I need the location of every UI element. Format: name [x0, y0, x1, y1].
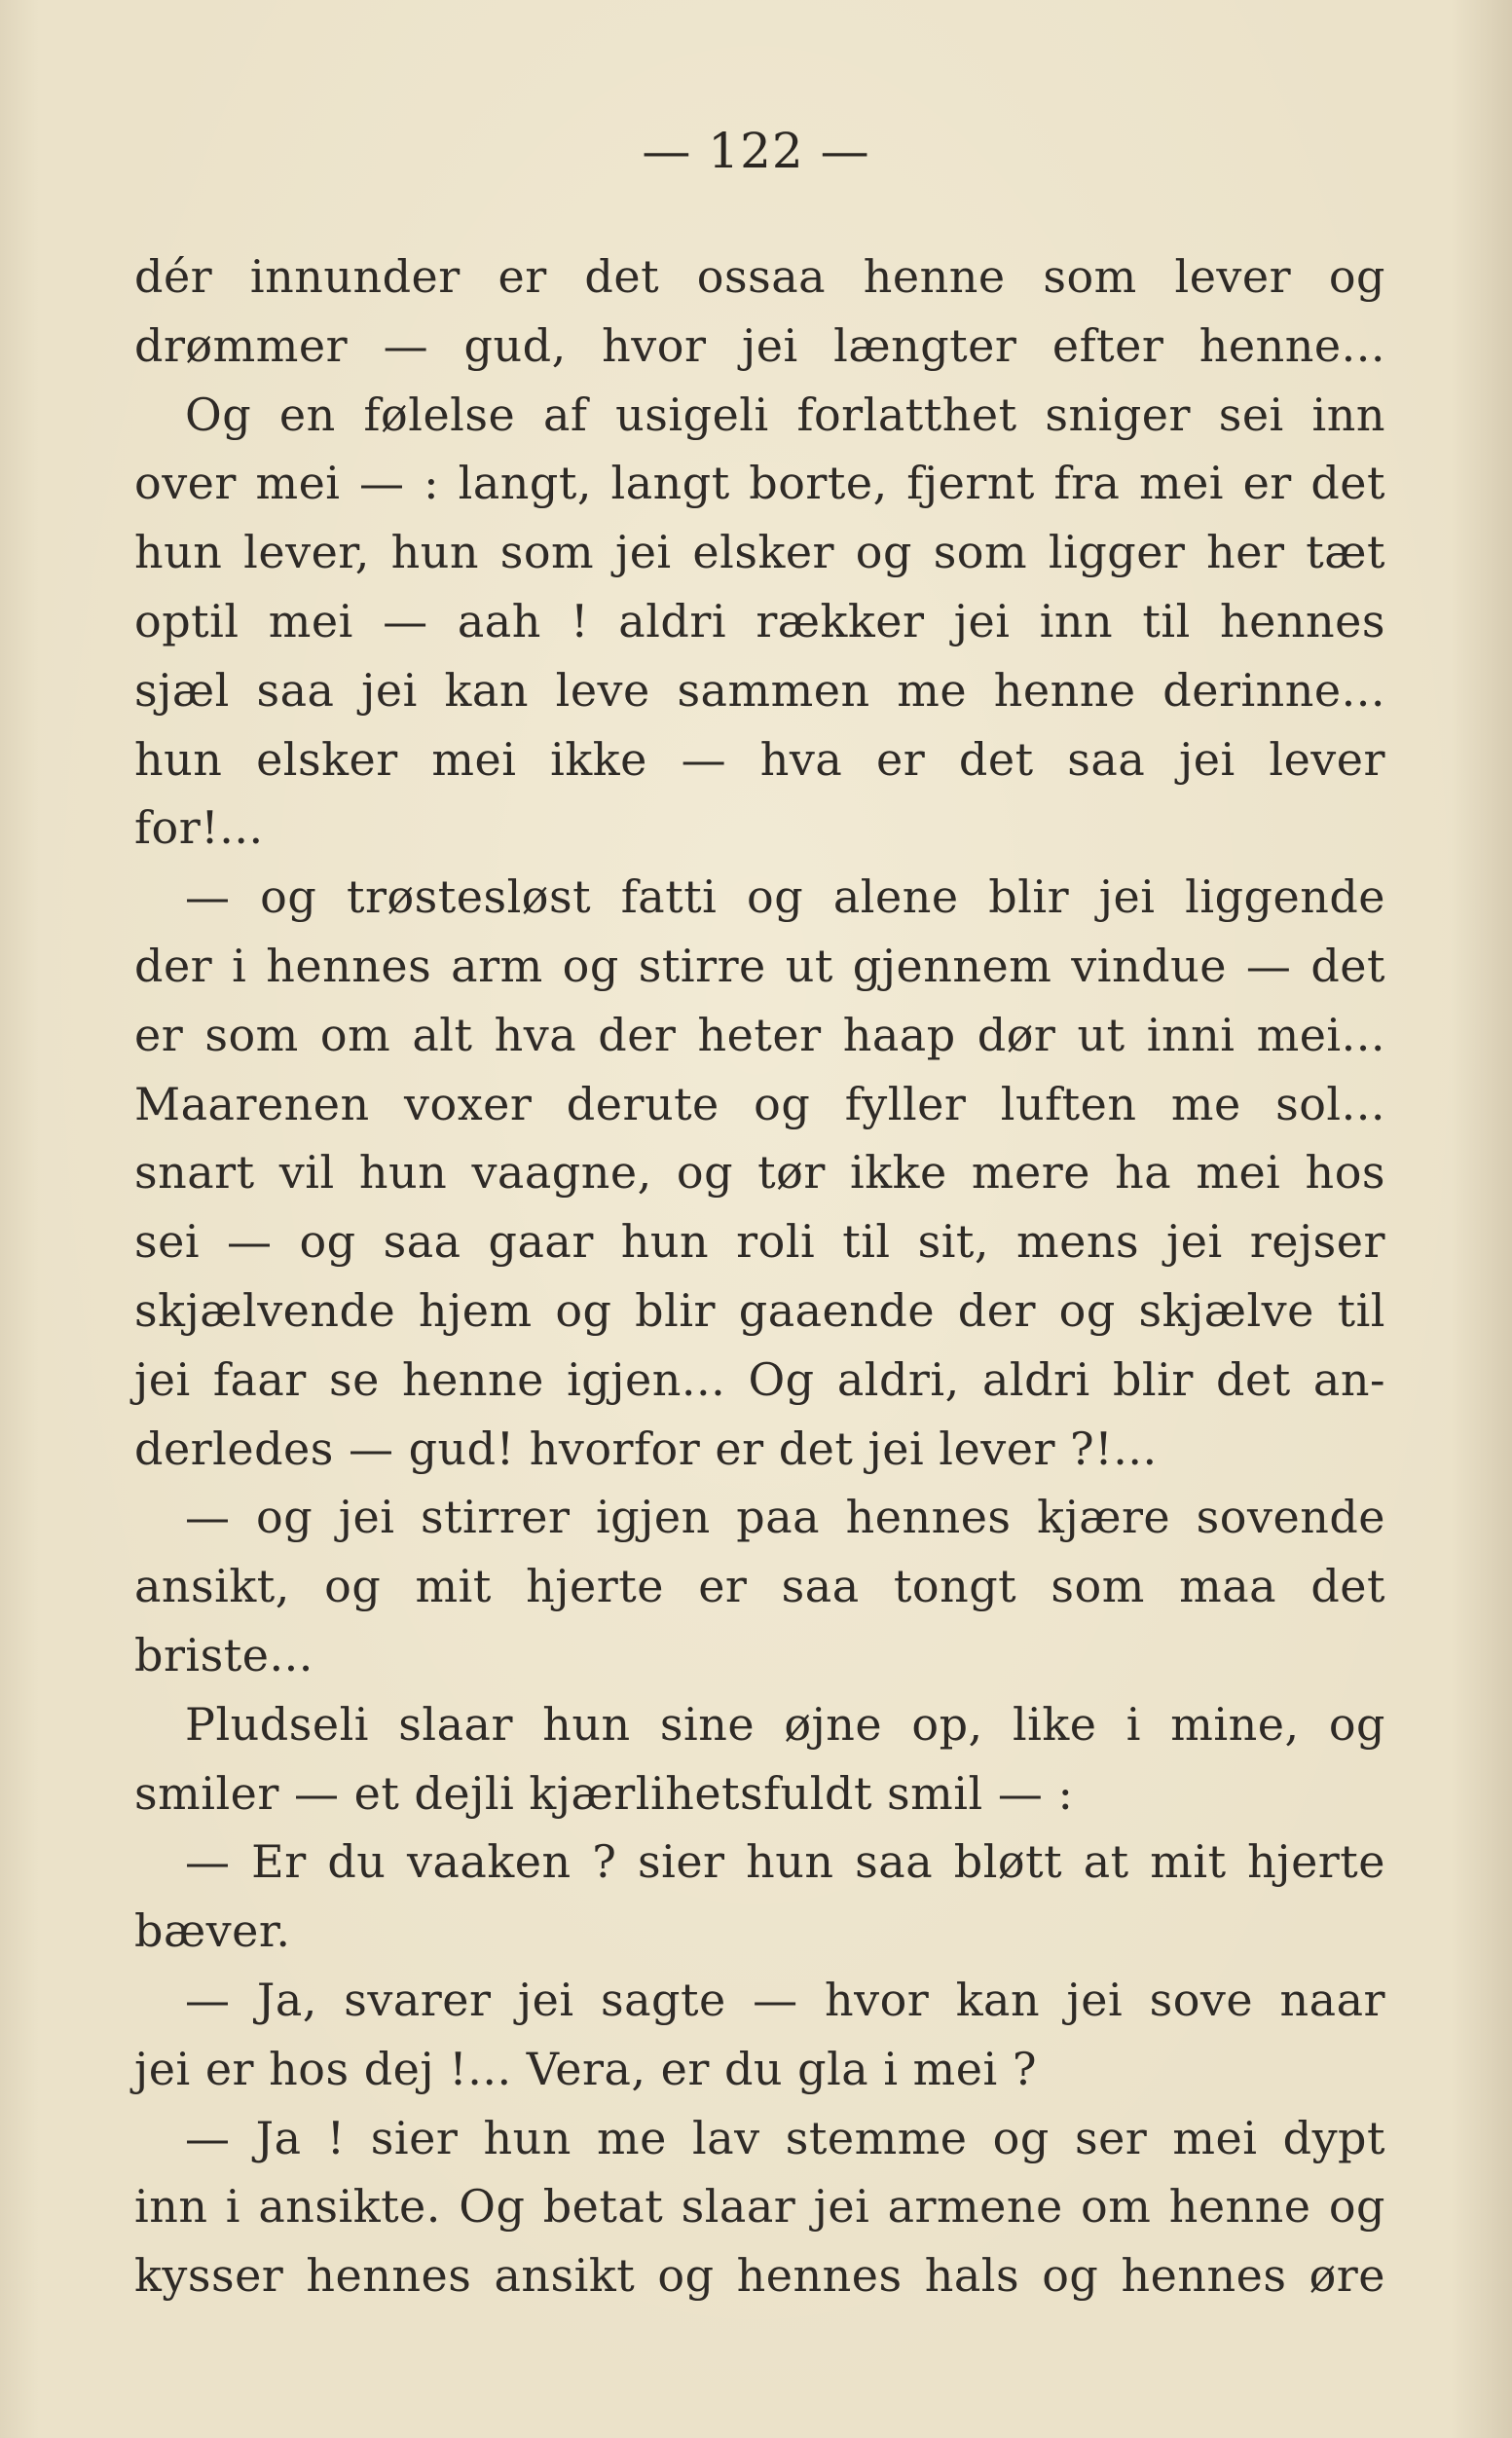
text-line: for!... — [134, 801, 264, 855]
page-number: — 122 — — [642, 123, 870, 179]
text-line: optil mei — aah ! aldri rækker jei inn til hennes — [134, 594, 1385, 647]
text-line: er som om alt hva der heter haap dør ut inni mei... — [134, 1008, 1385, 1061]
text-line: — og jei stirrer igjen paa hennes kjære sovende — [185, 1491, 1385, 1544]
body-text — [134, 242, 1385, 2310]
text-line: Pludseli slaar hun sine øjne op, like i mine, og — [185, 1697, 1385, 1751]
text-line: bæver. — [134, 1904, 291, 1958]
text-line: der i hennes arm og stirre ut gjennem vindue — det — [134, 939, 1385, 992]
text-line: Maarenen voxer derute og fyller luften me sol... — [134, 1077, 1385, 1130]
text-line: hun lever, hun som jei elsker og som ligger her tæt — [134, 526, 1385, 579]
text-line: snart vil hun vaagne, og tør ikke mere ha mei hos — [134, 1146, 1385, 1200]
text-line: skjælvende hjem og blir gaaende der og skjælve til — [134, 1283, 1385, 1337]
text-line: Og en følelse af usigeli forlatthet sniger sei inn — [185, 388, 1385, 441]
text-line: — og trøstesløst fatti og alene blir jei liggende — [185, 870, 1385, 924]
text-line: over mei — : langt, langt borte, fjernt fra mei er det — [134, 457, 1385, 510]
text-line: sjæl saa jei kan leve sammen me henne derinne... — [134, 663, 1385, 717]
text-line: jei faar se henne igjen... Og aldri, aldri blir det an- — [134, 1352, 1385, 1406]
text-line: hun elsker mei ikke — hva er det saa jei lever — [134, 732, 1385, 786]
text-line: inn i ansikte. Og betat slaar jei armene om henne og — [134, 2180, 1385, 2234]
text-line: jei er hos dej !... Vera, er du gla i mei ? — [134, 2042, 1038, 2095]
text-line: kysser hennes ansikt og hennes hals og hennes øre — [134, 2249, 1385, 2303]
text-line: dér innunder er det ossaa henne som lever og — [134, 250, 1385, 303]
text-line: — Ja, svarer jei sagte — hvor kan jei sove naar — [185, 1973, 1385, 2026]
text-line: smiler — et dejli kjærlihetsfuldt smil — : — [134, 1766, 1074, 1820]
text-line: ansikt, og mit hjerte er saa tongt som maa det — [134, 1560, 1385, 1613]
text-line: sei — og saa gaar hun roli til sit, mens jei rejser — [134, 1215, 1385, 1269]
text-line: — Ja ! sier hun me lav stemme og ser mei dypt — [185, 2111, 1385, 2164]
text-line: — Er du vaaken ? sier hun saa bløtt at mit hjerte — [185, 1835, 1385, 1889]
text-line: briste... — [134, 1628, 313, 1681]
text-line: derledes — gud! hvorfor er det jei lever ?!... — [134, 1422, 1158, 1475]
text-line: drømmer — gud, hvor jei længter efter henne... — [134, 318, 1385, 372]
